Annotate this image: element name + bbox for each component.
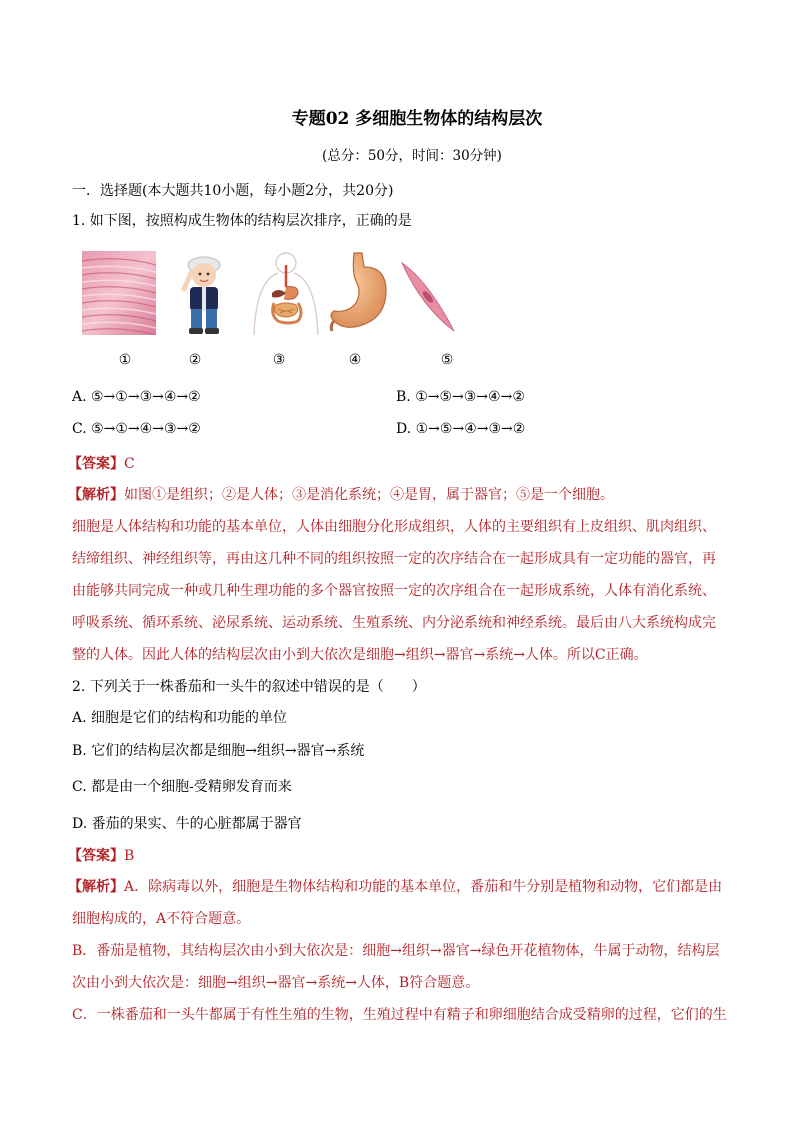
answer-value: B [124,848,135,864]
q2-option-b: B. 它们的结构层次都是细胞→组织→器官→系统 [72,743,365,759]
question-1-stem: 1. 如下图，按照构成生物体的结构层次排序，正确的是 [72,213,412,229]
answer-tag: 【答案】 [68,848,124,864]
q1-analysis-line: 呼吸系统、循环系统、泌尿系统、运动系统、生殖系统、内分泌系统和神经系统。最后由八大系统构成完 [72,615,716,631]
q1-analysis-first [68,484,614,504]
q1-analysis-line: 细胞是人体结构和功能的基本单位，人体由细胞分化形成组织，人体的主要组织有上皮组织、肌肉组织、 [72,519,716,535]
q2-analysis-line: 次由小到大依次是：细胞→组织→器官→系统→人体，B符合题意。 [72,975,480,991]
q2-analysis-line: C．一株番茄和一头牛都属于有性生殖的生物，生殖过程中有精子和卵细胞结合成受精卵的过程，它们的生 [72,1007,727,1023]
digestive-system-image [248,251,324,335]
q1-option-a: A. ⑤→①→③→④→② [72,389,201,405]
page-subtitle: (总分：50分，时间：30分钟) [322,148,502,164]
analysis-tag: 【解析】 [68,487,124,503]
image-label-5: ⑤ [440,352,454,368]
analysis-text: 如图①是组织；②是人体；③是消化系统；④是胃，属于器官；⑤是一个细胞。 [124,487,614,503]
q1-option-d: D. ①→⑤→④→③→② [396,421,526,437]
stomach-image [326,251,392,335]
q1-analysis-line: 结缔组织、神经组织等，再由这几种不同的组织按照一定的次序结合在一起形成具有一定功能的器官，再 [72,551,716,567]
image-label-4: ④ [348,352,362,368]
analysis-text: A．除病毒以外，细胞是生物体结构和功能的基本单位，番茄和牛分别是植物和动物，它们都是由 [124,879,723,895]
q2-option-a: A. 细胞是它们的结构和功能的单位 [72,710,288,726]
q2-option-d: D. 番茄的果实、牛的心脏都属于器官 [72,816,302,832]
child-image [162,251,242,335]
q2-analysis-line: B．番茄是植物，其结构层次由小到大依次是：细胞→组织→器官→绿色开花植物体，牛属于动物，结构层 [72,943,720,959]
q2-analysis-first [68,876,722,896]
q2-analysis-line: 细胞构成的，A不符合题意。 [72,911,251,927]
q1-analysis-line: 整的人体。因此人体的结构层次由小到大依次是细胞→组织→器官→系统→人体。所以C正确。 [72,647,648,663]
q1-option-b: B. ①→⑤→③→④→② [396,389,525,405]
image-label-1: ① [118,352,132,368]
analysis-tag: 【解析】 [68,879,124,895]
answer-tag: 【答案】 [68,456,124,472]
q1-option-c: C. ⑤→①→④→③→② [72,421,201,437]
image-label-3: ③ [272,352,286,368]
muscle-cell-image [398,251,458,335]
image-label-2: ② [188,352,202,368]
q2-option-c: C. 都是由一个细胞-受精卵发育而来 [72,779,292,795]
q1-analysis-line: 由能够共同完成一种或几种生理功能的多个器官按照一定的次序组合在一起形成系统，人体有消化系统、 [72,583,716,599]
section-heading: 一．选择题(本大题共10小题，每小题2分，共20分) [72,183,394,199]
page-title: 专题02 多细胞生物体的结构层次 [291,109,543,129]
q2-answer [68,845,134,865]
question-2-stem: 2. 下列关于一株番茄和一头牛的叙述中错误的是（ ） [72,679,426,695]
q1-answer [68,453,135,473]
answer-value: C [124,456,135,472]
muscle-tissue-image [82,251,156,335]
